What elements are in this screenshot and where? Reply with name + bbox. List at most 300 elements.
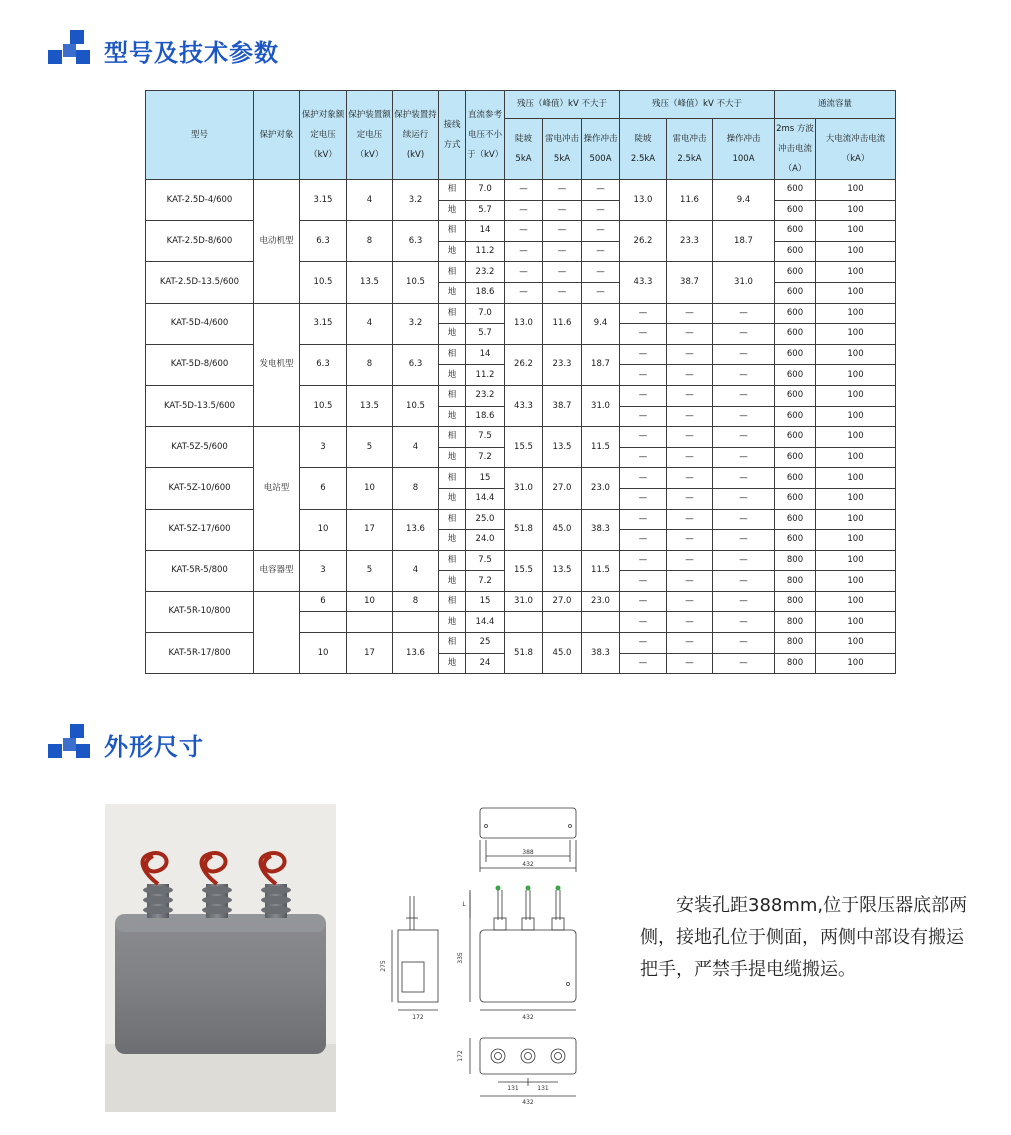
cell-residual-a: 11.6: [543, 303, 582, 344]
cell-residual-b: —: [667, 324, 713, 345]
cell-residual-b: —: [620, 365, 667, 386]
cell-residual-b: —: [713, 344, 775, 365]
cell-device-cont: 3.2: [393, 180, 439, 221]
cell-wiring: 地: [439, 530, 466, 551]
cell-residual-a: —: [543, 262, 582, 283]
cell-residual-a: 43.3: [505, 385, 543, 426]
cell-residual-b: —: [620, 406, 667, 427]
cell-wiring: 相: [439, 468, 466, 489]
cell-residual-a: 23.0: [582, 591, 620, 612]
cell-residual-a: 38.3: [582, 509, 620, 550]
cell-wiring: 相: [439, 180, 466, 201]
cell-residual-b: 31.0: [713, 262, 775, 303]
dim-l-label: L: [462, 901, 466, 908]
cell-residual-a: 27.0: [543, 468, 582, 509]
cell-big-current: 100: [816, 530, 896, 551]
cell-residual-a: 38.3: [582, 633, 620, 674]
cell-wiring: 相: [439, 385, 466, 406]
dim-172-side-label: 172: [412, 1014, 424, 1021]
cell-wiring: 地: [439, 282, 466, 303]
cell-rated-voltage: 6: [300, 591, 347, 612]
cell-device-rated: 5: [347, 550, 393, 591]
cell-protect-group: [254, 591, 300, 673]
cell-residual-b: —: [713, 427, 775, 448]
cell-model: KAT-2.5D-8/600: [146, 221, 254, 262]
header-residual-b: 残压（峰值）kV 不大于: [620, 91, 775, 119]
cell-residual-b: —: [713, 591, 775, 612]
cell-wiring: 地: [439, 571, 466, 592]
cell-residual-a: —: [505, 262, 543, 283]
size-section-title: 外形尺寸: [104, 732, 204, 761]
cell-square-wave: 600: [775, 200, 816, 221]
cell-residual-a: [505, 612, 543, 633]
cell-model: KAT-5D-8/600: [146, 344, 254, 385]
cell-residual-b: 23.3: [667, 221, 713, 262]
dim-432-front-label: 432: [522, 1014, 534, 1021]
cell-wiring: 相: [439, 262, 466, 283]
cell-square-wave: 800: [775, 550, 816, 571]
cell-device-cont: 6.3: [393, 344, 439, 385]
cell-residual-a: 13.5: [543, 427, 582, 468]
cell-wiring: 地: [439, 365, 466, 386]
dim-131-a-label: 131: [507, 1085, 519, 1092]
cell-dc-ref: 24.0: [466, 530, 505, 551]
cell-square-wave: 800: [775, 653, 816, 674]
cell-residual-a: —: [582, 282, 620, 303]
cell-residual-b: —: [620, 468, 667, 489]
cell-residual-b: 43.3: [620, 262, 667, 303]
cell-wiring: 相: [439, 344, 466, 365]
cell-big-current: 100: [816, 303, 896, 324]
cell-residual-b: —: [620, 653, 667, 674]
cell-residual-b: —: [713, 509, 775, 530]
cell-dc-ref: 14: [466, 344, 505, 365]
header-big-current: 大电流冲击电流 （kA）: [816, 119, 896, 180]
cell-wiring: 地: [439, 612, 466, 633]
cell-square-wave: 800: [775, 612, 816, 633]
cell-residual-b: —: [667, 303, 713, 324]
cell-dc-ref: 7.2: [466, 447, 505, 468]
dimension-drawing-svg: [380, 800, 610, 1110]
cell-residual-a: 45.0: [543, 633, 582, 674]
spec-table: [145, 90, 896, 674]
product-photo: [105, 804, 336, 1112]
cell-residual-b: —: [667, 653, 713, 674]
cell-residual-b: —: [667, 488, 713, 509]
cell-residual-a: —: [543, 221, 582, 242]
cell-residual-b: 38.7: [667, 262, 713, 303]
cell-dc-ref: 18.6: [466, 406, 505, 427]
cell-big-current: 100: [816, 653, 896, 674]
cell-device-cont: 6.3: [393, 221, 439, 262]
cell-residual-b: —: [620, 344, 667, 365]
cell-residual-b: —: [667, 550, 713, 571]
cell-residual-b: —: [667, 530, 713, 551]
table-row: [146, 591, 896, 612]
cell-residual-a: 26.2: [505, 344, 543, 385]
cell-residual-a: —: [543, 282, 582, 303]
cell-device-rated: 8: [347, 221, 393, 262]
cell-residual-b: —: [713, 550, 775, 571]
cell-square-wave: 600: [775, 262, 816, 283]
cell-residual-a: —: [582, 221, 620, 242]
product-photo-illustration: [105, 804, 336, 1112]
cell-big-current: 100: [816, 488, 896, 509]
cell-wiring: 相: [439, 509, 466, 530]
cell-residual-a: —: [505, 282, 543, 303]
cell-residual-b: —: [713, 653, 775, 674]
cell-model: KAT-5R-5/800: [146, 550, 254, 591]
header-rated-voltage: 保护对象额 定电压 （kV）: [300, 91, 347, 180]
cell-device-rated: 13.5: [347, 262, 393, 303]
cell-device-cont: 3.2: [393, 303, 439, 344]
cell-residual-b: 13.0: [620, 180, 667, 221]
cell-square-wave: 600: [775, 488, 816, 509]
cell-residual-b: 18.7: [713, 221, 775, 262]
cell-device-cont: 10.5: [393, 262, 439, 303]
cell-square-wave: 600: [775, 468, 816, 489]
header-row: [146, 91, 896, 119]
cell-wiring: 相: [439, 427, 466, 448]
cell-dc-ref: 7.0: [466, 180, 505, 201]
table-row: [146, 550, 896, 571]
cell-rated-voltage: 10.5: [300, 385, 347, 426]
header-protect: 保护对象: [254, 91, 300, 180]
cell-wiring: 地: [439, 447, 466, 468]
cell-residual-a: 27.0: [543, 591, 582, 612]
cell-residual-b: —: [667, 365, 713, 386]
cell-residual-b: —: [667, 344, 713, 365]
cell-residual-a: 15.5: [505, 427, 543, 468]
spec-table-container: [145, 90, 895, 674]
cell-residual-b: —: [620, 488, 667, 509]
header-residual-a: 残压（峰值）kV 不大于: [505, 91, 620, 119]
cell-residual-a: —: [543, 200, 582, 221]
cell-square-wave: 800: [775, 591, 816, 612]
cell-protect-group: 电容器型: [254, 550, 300, 591]
cell-big-current: 100: [816, 406, 896, 427]
cell-rated-voltage: 10: [300, 509, 347, 550]
cell-residual-a: —: [505, 180, 543, 201]
header-switching-500a: 操作冲击 500A: [582, 119, 620, 180]
cell-wiring: 相: [439, 550, 466, 571]
cell-rated-voltage: 3: [300, 550, 347, 591]
cell-rated-voltage: 6: [300, 468, 347, 509]
cell-residual-b: —: [620, 612, 667, 633]
cell-residual-a: 51.8: [505, 509, 543, 550]
cell-residual-a: —: [582, 241, 620, 262]
cell-model: KAT-5R-10/800: [146, 591, 254, 632]
cell-residual-b: —: [667, 406, 713, 427]
cell-residual-b: 26.2: [620, 221, 667, 262]
cell-big-current: 100: [816, 427, 896, 448]
cell-residual-a: —: [582, 262, 620, 283]
header-device-cont: 保护装置持 续运行 (kV): [393, 91, 439, 180]
cell-big-current: 100: [816, 612, 896, 633]
cell-square-wave: 600: [775, 180, 816, 201]
table-row: [146, 303, 896, 324]
table-row: [146, 427, 896, 448]
header-device-rated: 保护装置额 定电压 （kV）: [347, 91, 393, 180]
cell-residual-b: —: [620, 385, 667, 406]
cell-big-current: 100: [816, 591, 896, 612]
cell-square-wave: 600: [775, 241, 816, 262]
cell-big-current: 100: [816, 221, 896, 242]
cell-residual-b: —: [620, 447, 667, 468]
cell-residual-b: —: [620, 509, 667, 530]
cell-dc-ref: 7.5: [466, 427, 505, 448]
cell-residual-a: 15.5: [505, 550, 543, 591]
dim-432-top-label: 432: [522, 861, 534, 868]
cell-dc-ref: 15: [466, 468, 505, 489]
cell-wiring: 相: [439, 633, 466, 654]
cell-rated-voltage: 6.3: [300, 344, 347, 385]
cell-residual-b: 11.6: [667, 180, 713, 221]
section-logo-icon: [48, 30, 92, 70]
cell-model: KAT-5D-13.5/600: [146, 385, 254, 426]
cell-square-wave: 600: [775, 509, 816, 530]
cell-residual-b: —: [620, 324, 667, 345]
cell-residual-a: —: [505, 241, 543, 262]
cell-residual-a: [582, 612, 620, 633]
cell-protect-group: 发电机型: [254, 303, 300, 427]
cell-residual-b: —: [667, 427, 713, 448]
cell-wiring: 相: [439, 303, 466, 324]
dim-275-label: 275: [380, 960, 387, 972]
cell-residual-b: —: [667, 447, 713, 468]
cell-big-current: 100: [816, 241, 896, 262]
cell-device-rated: 4: [347, 180, 393, 221]
cell-residual-a: 45.0: [543, 509, 582, 550]
header-square-wave: 2ms 方波 冲击电流 （A）: [775, 119, 816, 180]
cell-device-cont: 13.6: [393, 633, 439, 674]
cell-big-current: 100: [816, 509, 896, 530]
cell-square-wave: 600: [775, 427, 816, 448]
cell-rated-voltage: 3: [300, 427, 347, 468]
cell-square-wave: 600: [775, 324, 816, 345]
cell-residual-a: 38.7: [543, 385, 582, 426]
cell-residual-b: —: [713, 612, 775, 633]
cell-residual-b: —: [667, 468, 713, 489]
cell-protect-group: 电站型: [254, 427, 300, 551]
cell-residual-b: —: [620, 550, 667, 571]
cell-device-cont: 8: [393, 591, 439, 612]
install-description: 安装孔距388mm,位于限压器底部两侧，接地孔位于侧面，两侧中部设有搬运把手，严禁手提电缆搬运。: [640, 895, 968, 980]
cell-big-current: 100: [816, 344, 896, 365]
cell-residual-b: —: [713, 447, 775, 468]
cell-device-rated: 13.5: [347, 385, 393, 426]
cell-dc-ref: 14.4: [466, 612, 505, 633]
header-model: 型号: [146, 91, 254, 180]
header-steep-25ka: 陡坡 2.5kA: [620, 119, 667, 180]
cell-big-current: 100: [816, 550, 896, 571]
cell-wiring: 相: [439, 221, 466, 242]
cell-rated-voltage: 10.5: [300, 262, 347, 303]
cell-dc-ref: 7.5: [466, 550, 505, 571]
cell-dc-ref: 7.0: [466, 303, 505, 324]
cell-residual-a: —: [582, 180, 620, 201]
cell-rated-voltage: 3.15: [300, 180, 347, 221]
cell-square-wave: 600: [775, 365, 816, 386]
cell-residual-b: —: [667, 633, 713, 654]
cell-residual-a: 23.0: [582, 468, 620, 509]
dimension-drawing: [380, 800, 610, 1110]
cell-square-wave: 800: [775, 571, 816, 592]
cell-big-current: 100: [816, 447, 896, 468]
spec-section-title: 型号及技术参数: [104, 38, 279, 67]
cell-residual-b: —: [620, 530, 667, 551]
dim-388-label: 388: [522, 849, 534, 856]
cell-device-cont: 13.6: [393, 509, 439, 550]
cell-square-wave: 600: [775, 530, 816, 551]
cell-wiring: 地: [439, 488, 466, 509]
cell-big-current: 100: [816, 180, 896, 201]
cell-residual-a: 51.8: [505, 633, 543, 674]
cell-rated-voltage: 3.15: [300, 303, 347, 344]
cell-residual-b: —: [620, 303, 667, 324]
cell-device-cont: 8: [393, 468, 439, 509]
spec-section-header: [48, 30, 279, 70]
cell-dc-ref: 23.2: [466, 262, 505, 283]
cell-device-rated: 17: [347, 633, 393, 674]
cell-residual-a: —: [543, 241, 582, 262]
cell-square-wave: 600: [775, 385, 816, 406]
cell-big-current: 100: [816, 200, 896, 221]
cell-device-rated: 8: [347, 344, 393, 385]
cell-residual-b: —: [713, 324, 775, 345]
cell-residual-a: 18.7: [582, 344, 620, 385]
header-lightning-25ka: 雷电冲击 2.5kA: [667, 119, 713, 180]
cell-residual-a: 31.0: [505, 591, 543, 612]
cell-model: KAT-5R-17/800: [146, 633, 254, 674]
cell-residual-b: —: [713, 633, 775, 654]
cell-residual-a: 31.0: [582, 385, 620, 426]
cell-big-current: 100: [816, 468, 896, 489]
cell-residual-b: —: [667, 591, 713, 612]
cell-device-cont: [393, 612, 439, 633]
cell-dc-ref: 23.2: [466, 385, 505, 406]
cell-dc-ref: 14.4: [466, 488, 505, 509]
cell-wiring: 相: [439, 591, 466, 612]
cell-residual-a: —: [505, 200, 543, 221]
cell-model: KAT-5D-4/600: [146, 303, 254, 344]
cell-device-cont: 4: [393, 427, 439, 468]
cell-dc-ref: 25: [466, 633, 505, 654]
size-section-header: [48, 724, 204, 764]
cell-residual-b: —: [713, 468, 775, 489]
cell-residual-a: 13.0: [505, 303, 543, 344]
cell-big-current: 100: [816, 633, 896, 654]
cell-device-rated: 10: [347, 468, 393, 509]
cell-wiring: 地: [439, 241, 466, 262]
cell-residual-a: 9.4: [582, 303, 620, 344]
cell-device-rated: 10: [347, 591, 393, 612]
cell-dc-ref: 11.2: [466, 241, 505, 262]
cell-residual-a: [543, 612, 582, 633]
cell-residual-b: —: [620, 591, 667, 612]
cell-square-wave: 600: [775, 221, 816, 242]
cell-dc-ref: 5.7: [466, 200, 505, 221]
cell-model: KAT-2.5D-4/600: [146, 180, 254, 221]
cell-big-current: 100: [816, 324, 896, 345]
cell-square-wave: 600: [775, 282, 816, 303]
cell-device-rated: [347, 612, 393, 633]
dim-432-bottom-label: 432: [522, 1099, 534, 1106]
cell-residual-b: —: [667, 571, 713, 592]
cell-big-current: 100: [816, 385, 896, 406]
cell-big-current: 100: [816, 571, 896, 592]
cell-residual-b: —: [620, 427, 667, 448]
dim-131-b-label: 131: [537, 1085, 549, 1092]
cell-device-rated: 17: [347, 509, 393, 550]
cell-residual-b: —: [713, 406, 775, 427]
cell-dc-ref: 14: [466, 221, 505, 242]
cell-residual-a: 11.5: [582, 427, 620, 468]
cell-dc-ref: 24: [466, 653, 505, 674]
section-logo-icon: [48, 724, 92, 764]
header-lightning-5ka: 雷电冲击 5kA: [543, 119, 582, 180]
cell-dc-ref: 15: [466, 591, 505, 612]
cell-model: KAT-5Z-10/600: [146, 468, 254, 509]
cell-dc-ref: 7.2: [466, 571, 505, 592]
cell-residual-a: 31.0: [505, 468, 543, 509]
header-wiring: 接线 方式: [439, 91, 466, 180]
cell-residual-a: —: [505, 221, 543, 242]
cell-residual-b: —: [713, 365, 775, 386]
dim-335-label: 335: [457, 952, 464, 964]
cell-wiring: 地: [439, 406, 466, 427]
cell-model: KAT-5Z-17/600: [146, 509, 254, 550]
cell-model: KAT-2.5D-13.5/600: [146, 262, 254, 303]
cell-dc-ref: 5.7: [466, 324, 505, 345]
cell-residual-b: —: [713, 303, 775, 324]
dim-172-bottom-label: 172: [457, 1050, 464, 1062]
cell-residual-a: 13.5: [543, 550, 582, 591]
cell-big-current: 100: [816, 282, 896, 303]
cell-residual-b: —: [713, 488, 775, 509]
cell-residual-b: —: [667, 612, 713, 633]
cell-residual-b: —: [713, 385, 775, 406]
cell-big-current: 100: [816, 262, 896, 283]
cell-wiring: 地: [439, 324, 466, 345]
cell-residual-a: 23.3: [543, 344, 582, 385]
cell-square-wave: 800: [775, 633, 816, 654]
header-switching-100a: 操作冲击 100A: [713, 119, 775, 180]
header-flow: 通流容量: [775, 91, 896, 119]
cell-residual-b: —: [620, 633, 667, 654]
cell-device-cont: 10.5: [393, 385, 439, 426]
cell-residual-b: —: [620, 571, 667, 592]
cell-square-wave: 600: [775, 447, 816, 468]
cell-square-wave: 600: [775, 303, 816, 324]
cell-residual-b: —: [667, 509, 713, 530]
cell-square-wave: 600: [775, 406, 816, 427]
cell-device-rated: 5: [347, 427, 393, 468]
cell-dc-ref: 25.0: [466, 509, 505, 530]
cell-wiring: 地: [439, 653, 466, 674]
cell-residual-b: —: [713, 530, 775, 551]
cell-protect-group: 电动机型: [254, 180, 300, 304]
cell-model: KAT-5Z-5/600: [146, 427, 254, 468]
cell-dc-ref: 11.2: [466, 365, 505, 386]
cell-device-rated: 4: [347, 303, 393, 344]
cell-residual-b: 9.4: [713, 180, 775, 221]
cell-residual-b: —: [713, 571, 775, 592]
cell-residual-a: —: [582, 200, 620, 221]
cell-residual-a: 11.5: [582, 550, 620, 591]
cell-device-cont: 4: [393, 550, 439, 591]
cell-square-wave: 600: [775, 344, 816, 365]
